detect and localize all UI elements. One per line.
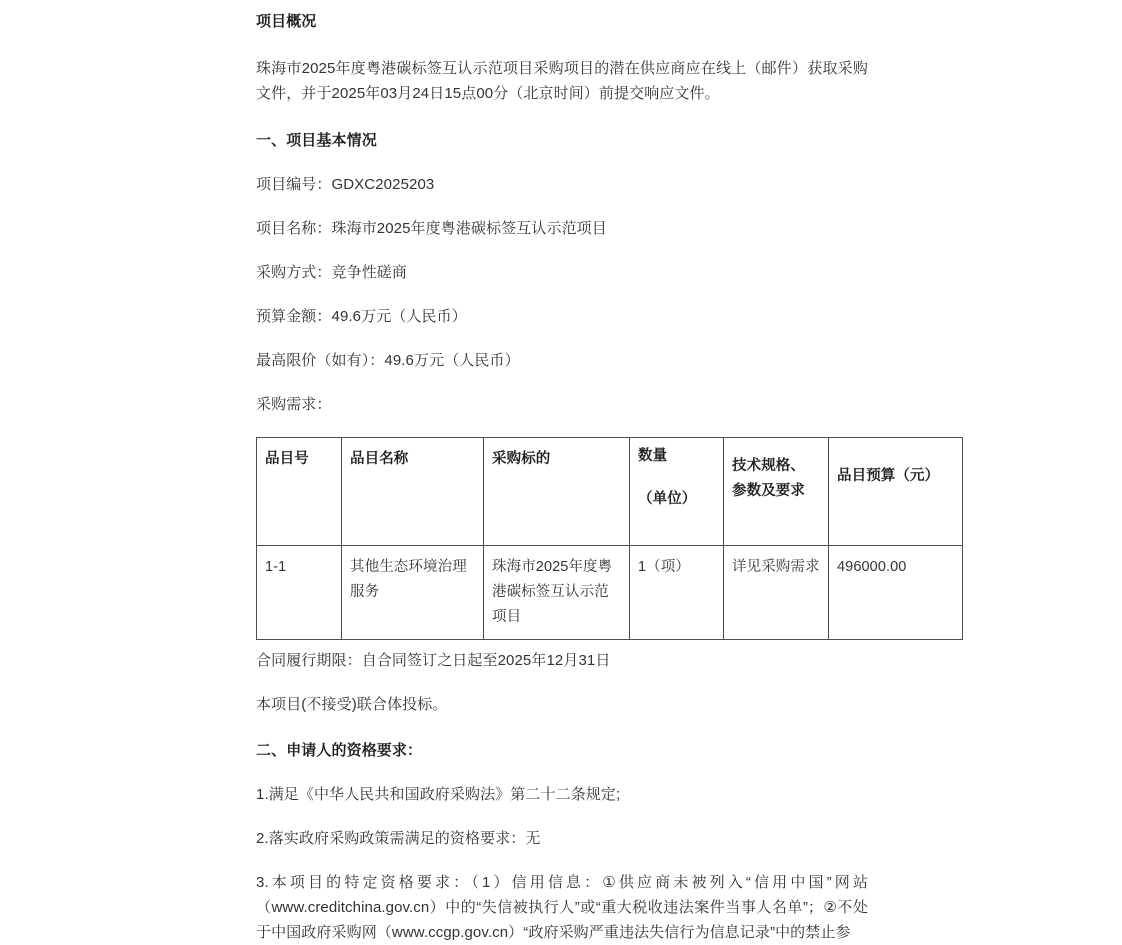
qualification-item-3: 3.本项目的特定资格要求：（1）信用信息：①供应商未被列入“信用中国”网站（www.creditchina.gov.cn）中的“失信被执行人”或“重大税收违法案件当事人名单”；②不处于中国政府采购网（www.ccgp.gov.cn）“政府采购严重违法失信行为信息记录”中的禁止参 <box>256 874 868 941</box>
header-item-no: 品目号 <box>257 438 342 546</box>
header-item-name: 品目名称 <box>342 438 484 546</box>
consortium-note: 本项目(不接受)联合体投标。 <box>256 696 448 713</box>
qualification-item-1: 1.满足《中华人民共和国政府采购法》第二十二条规定; <box>256 786 621 803</box>
field-max-price: 最高限价（如有）：49.6万元（人民币） <box>256 352 520 369</box>
header-quantity-spacer <box>638 469 716 487</box>
field-project-number: 项目编号：GDXC2025203 <box>256 176 435 193</box>
overview-paragraph: 珠海市2025年度粤港碳标签互认示范项目采购项目的潜在供应商应在线上（邮件）获取采购文件，并于2025年03月24日15点00分（北京时间）前提交响应文件。 <box>256 60 868 102</box>
cell-tech-spec: 详见采购需求 <box>724 546 829 640</box>
procurement-items-table <box>256 437 963 640</box>
header-tech-spec-line2: 参数及要求 <box>732 483 805 499</box>
section-one-heading: 一、项目基本情况 <box>256 132 377 149</box>
header-quantity-line1: 数量 <box>638 448 668 464</box>
header-quantity-unit: （单位） <box>638 491 697 507</box>
cell-quantity: 1（项） <box>630 546 724 640</box>
table-header-row <box>257 438 963 546</box>
qualification-item-2: 2.落实政府采购政策需满足的资格要求：无 <box>256 830 541 847</box>
cell-item-budget: 496000.00 <box>829 546 963 640</box>
header-tech-spec-line1: 技术规格、 <box>732 458 805 474</box>
table-row <box>257 546 963 640</box>
cell-procurement-target: 珠海市2025年度粤港碳标签互认示范项目 <box>484 546 630 640</box>
section-two-heading: 二、申请人的资格要求： <box>256 742 423 759</box>
header-procurement-target: 采购标的 <box>484 438 630 546</box>
field-budget-amount: 预算金额：49.6万元（人民币） <box>256 308 467 325</box>
field-procurement-method: 采购方式：竞争性磋商 <box>256 264 408 281</box>
contract-period: 合同履行期限：自合同签订之日起至2025年12月31日 <box>256 652 611 669</box>
cell-item-no: 1-1 <box>257 546 342 640</box>
field-project-name: 项目名称：珠海市2025年度粤港碳标签互认示范项目 <box>256 220 607 237</box>
header-item-budget: 品目预算（元） <box>829 438 963 546</box>
cell-item-name: 其他生态环境治理服务 <box>342 546 484 640</box>
overview-heading: 项目概况 <box>256 13 317 30</box>
document-page <box>256 0 940 945</box>
header-quantity <box>630 438 724 546</box>
header-tech-spec <box>724 438 829 546</box>
field-requirement-label: 采购需求： <box>256 396 332 413</box>
